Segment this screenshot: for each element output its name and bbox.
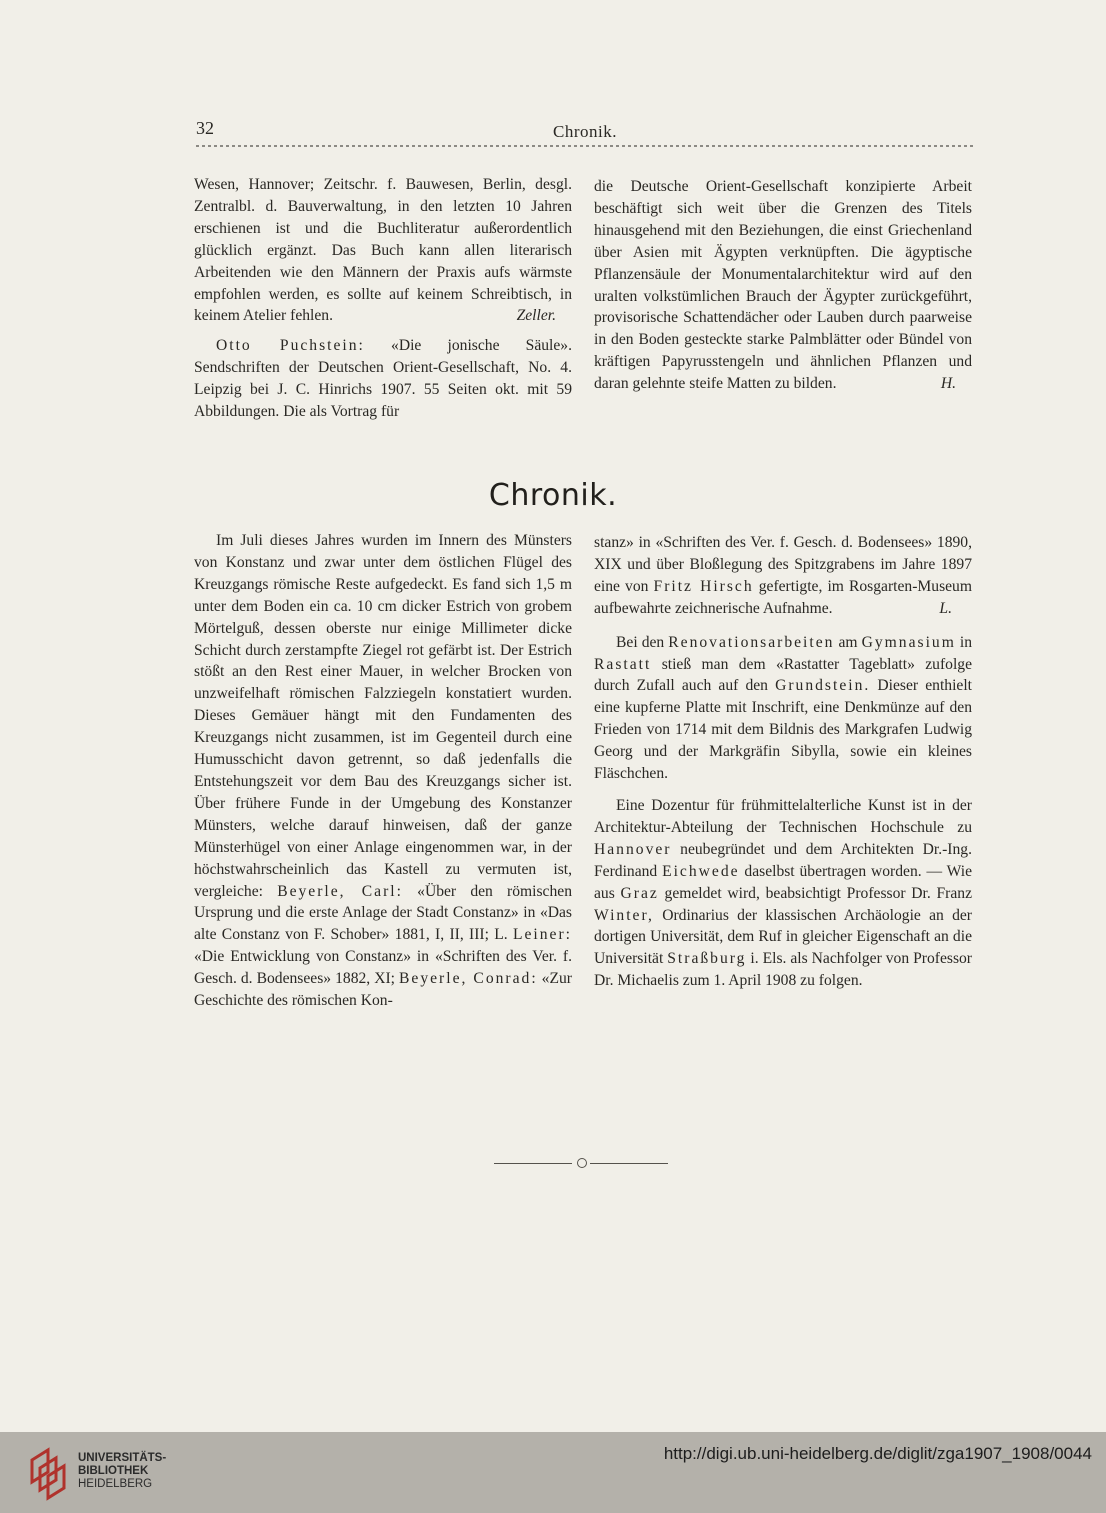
review-column-left (194, 174, 572, 423)
chronik-paragraph: stanz» in «Schriften des Ver. f. Gesch. d. Bodensees» 1890, XIX und über Bloßlegung des Spitzgrabens im Jahre 1897 eine von Fritz Hirsch gefertigte, im Rosgarten-Museum aufbewahrte zeichnerische Aufnahme. L. (594, 532, 972, 620)
chronik-paragraph: Eine Dozentur für frühmittelalterliche Kunst ist in der Architektur-Abteilung der Technischen Hochschule zu Hannover neubegründet und dem Architekten Dr.-Ing. Ferdinand Eichwede daselbst übertragen worden. — Wie aus Graz gemeldet wird, beabsichtigt Professor Dr. Franz Winter, Ordinarius der klassischen Archäologie an der dortigen Universität, dem Ruf in gleicher Eigenschaft an die Universität Straßburg i. Els. als Nachfolger von Professor Dr. Michaelis zum 1. April 1908 zu folgen. (594, 796, 973, 990)
chronik-paragraph: Bei den Renovationsarbeiten am Gymnasium in Rastatt stieß man dem «Rastatter Tageblatt» zufolge durch Zufall auch auf den Grundstein. Dieser enthielt eine kupferne Platte mit Inschrift, eine Denkmünze auf den Frieden von 1714 mit dem Bildnis des Markgrafen Ludwig Georg und der Markgräfin Sibylla, sowie ein kleines Fläschchen. (594, 633, 972, 783)
review-paragraph: Wesen, Hannover; Zeitschr. f. Bauwesen, Berlin, desgl. Zentralbl. d. Bauverwaltung, in den letzten 10 Jahren erschienen ist und die Buchliteratur außerordentlich glücklich ergänzt. Das Buch kann allen literarisch Arbeitenden wie den Männern der Praxis aufs wärmste empfohlen werden, es sollte auf keinem Schreibtisch, in keinem Atelier fehlen. Zeller. (194, 174, 572, 327)
running-title: Chronik. (553, 122, 617, 141)
chronik-column-right (594, 532, 972, 992)
header-rule (196, 145, 974, 147)
signature: L. (939, 599, 952, 617)
running-head (196, 118, 974, 148)
section-end-ornament (494, 1156, 674, 1170)
page-number: 32 (196, 118, 214, 138)
review-paragraph: die Deutsche Orient-Gesellschaft konzipierte Arbeit beschäftigt sich weit über die Grenzen des Titels hinausgehend mit den Beziehungen, die einst Griechenland über Asien mit Ägypten verknüpften. Die ägyptische Pflanzensäule der Monumentalarchitektur wird auf den uralten volkstümlichen Brauch der Ägypter zurückgeführt, provisorische Schattendächer oder Lauben durch paarweise in den Boden gesteckte starke Palmblätter oder Bündel von kräftigen Papyrusstengeln und ähnlichen Pflanzen und daran gelehnte steife Matten zu bilden. H. (594, 176, 972, 395)
library-logo-icon (28, 1446, 66, 1502)
signature: H. (940, 375, 956, 393)
source-url[interactable]: http://digi.ub.uni-heidelberg.de/diglit/zga1907_1908/0044 (663, 1444, 1092, 1463)
footer-bar (0, 1432, 1106, 1513)
signature: Zeller. (516, 307, 556, 325)
institution-name: UNIVERSITÄTS- BIBLIOTHEK HEIDELBERG (78, 1452, 167, 1490)
review-column-right (594, 176, 972, 395)
review-paragraph: Otto Puchstein: «Die jonische Säule». Sendschriften der Deutschen Orient-Gesellschaft, No. 4. Leipzig bei J. C. Hinrichs 1907. 55 Seiten okt. mit 59 Abbildungen. Die als Vortrag für (194, 337, 572, 421)
chronik-column-left (194, 530, 572, 1012)
section-title: Chronik. (488, 478, 618, 513)
author-name: Otto Puchstein: (216, 337, 365, 355)
chronik-paragraph: Im Juli dieses Jahres wurden im Innern des Münsters von Konstanz und zwar unter dem östlichen Flügel des Kreuzgangs römische Reste aufgedeckt. Es fand sich 1,5 m unter dem Boden ein ca. 10 cm dicker Estrich von grobem Mörtelguß, dessen oberste nur einige Millimeter dicke Schicht durch zerstampfte Ziegel rot gefärbt ist. Der Estrich stößt an den Rest einer Mauer, in welcher Brocken von unzweifelhaft römischen Falzziegeln konstatiert wurden. Dieses Gemäuer hängt mit den Fundamenten des Kreuzgangs nicht zusammen, ist im Gegenteil durch eine Humusschicht davon getrennt, so daß jedenfalls die Entstehungszeit vor dem Bau des Kreuzgangs sicher ist. Über frühere Funde in der Umgebung des Konstanzer Münsters, welche darauf hinweisen, daß der ganze Münsterhügel von einer Anlage eingenommen war, in der höchstwahrscheinlich das Kastell zu vermuten ist, vergleiche: Beyerle, Carl: «Über den römischen Ursprung und die erste Anlage der Stadt Constanz» in «Das alte Constanz von F. Schober» 1881, I, II, III; L. Leiner: «Die Entwicklung von Constanz» in «Schriften des Ver. f. Gesch. d. Bodensees» 1882, XI; Beyerle, Conrad: «Zur Geschichte des römischen Kon- (194, 532, 572, 1010)
